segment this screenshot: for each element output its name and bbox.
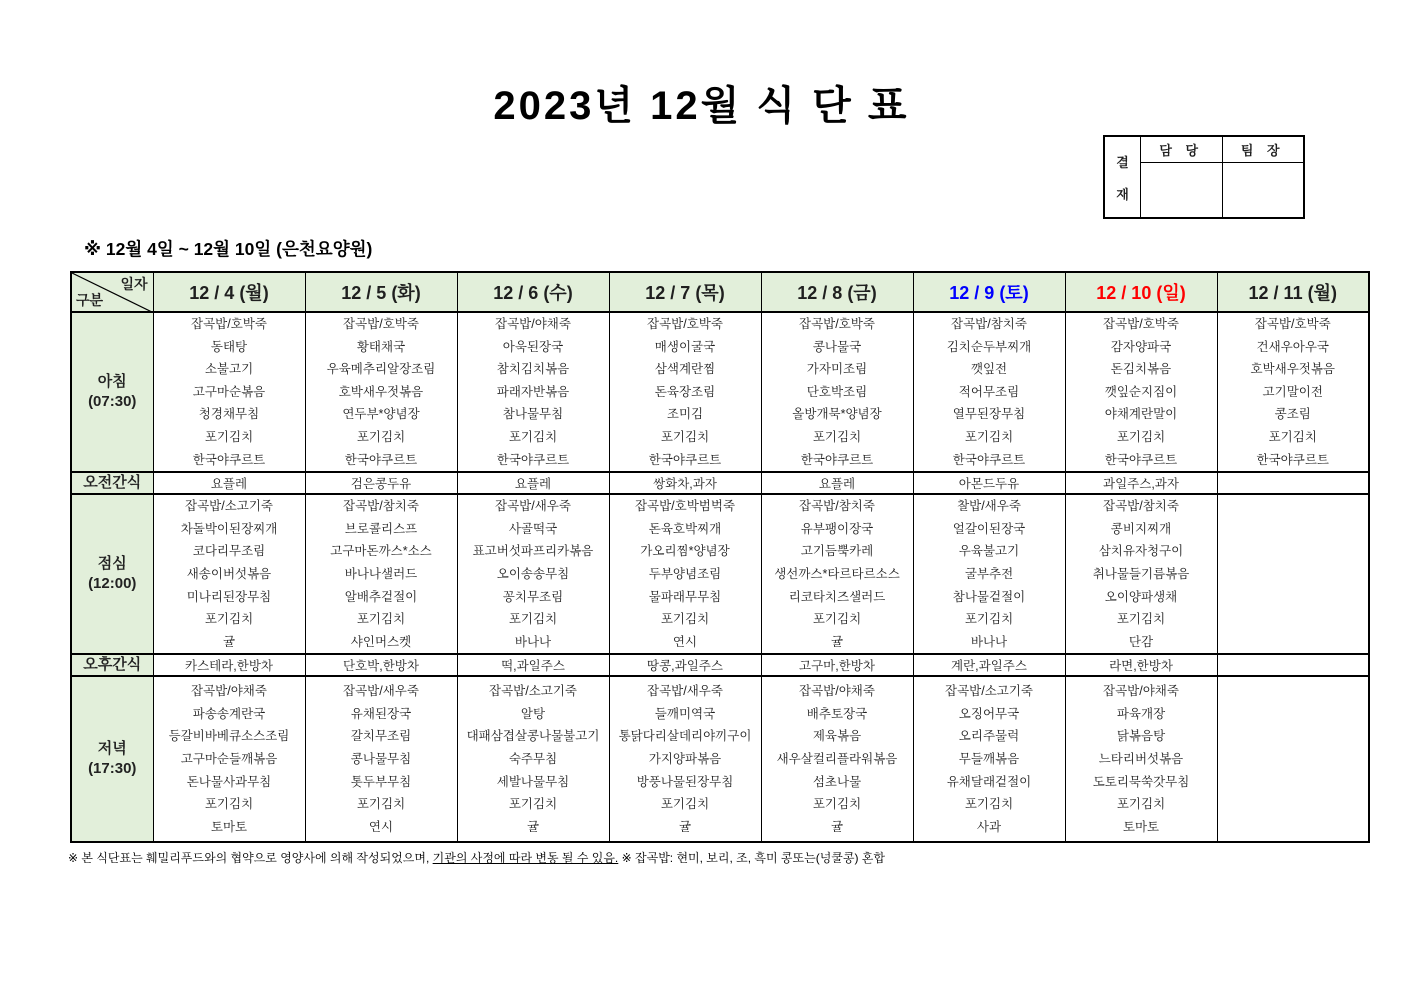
approval-row-label (1105, 137, 1141, 217)
menu-item: 콩조림 (1274, 407, 1311, 422)
menu-item: 들깨미역국 (654, 706, 716, 721)
menu-item: 브로콜리스프 (344, 521, 418, 536)
menu-item: 포기김치 (812, 429, 862, 444)
menu-item: 깻잎순지짐이 (1104, 384, 1178, 399)
menu-item: 세발나물무침 (496, 774, 570, 789)
am-snack-cell-8 (1217, 472, 1369, 494)
menu-item: 물파래무무침 (648, 589, 722, 604)
menu-item: 샤인머스켓 (350, 634, 412, 649)
menu-item: 방풍나물된장무침 (636, 774, 734, 789)
menu-item: 감자양파국 (1110, 339, 1172, 354)
dinner-row (71, 676, 1369, 842)
menu-item: 호박새우젓볶음 (1250, 362, 1336, 377)
menu-item: 동태탕 (210, 339, 248, 354)
menu-item: 잡곡밥/호박범벅죽 (634, 499, 736, 514)
column-header-4: 12 / 7 (목) (609, 272, 761, 312)
am-snack-cell-5: 요플레 (761, 472, 913, 494)
lunch-cell-1 (153, 494, 305, 654)
lunch-cell-3 (457, 494, 609, 654)
menu-item: 참나물무침 (502, 407, 564, 422)
footer-text-underlined: 기관의 사정에 따라 변동 될 수 있음. (432, 851, 619, 865)
corner-label-category: 구분 (76, 292, 104, 308)
menu-item: 새송이버섯볶음 (186, 566, 272, 581)
menu-item: 톳두부무침 (350, 774, 412, 789)
dinner-label (71, 676, 153, 842)
menu-item: 열무된장무침 (952, 407, 1026, 422)
approval-char-2: 재 (1116, 186, 1129, 202)
menu-item: 잡곡밥/호박죽 (647, 317, 723, 331)
breakfast-cell-4 (609, 312, 761, 472)
menu-item: 바나나샐러드 (344, 566, 418, 581)
menu-item: 토마토 (210, 819, 248, 834)
menu-item: 사골떡국 (508, 521, 558, 536)
menu-item: 포기김치 (964, 797, 1014, 812)
menu-item: 깻잎전 (970, 362, 1008, 377)
menu-item: 잡곡밥/참치죽 (799, 499, 875, 514)
menu-item: 잡곡밥/호박죽 (799, 317, 875, 331)
menu-item: 소불고기 (204, 362, 254, 377)
menu-item: 포기김치 (1116, 797, 1166, 812)
pm-snack-cell-4: 땅콩,과일주스 (609, 654, 761, 676)
menu-item: 야채계란말이 (1104, 407, 1178, 422)
menu-item: 삼색계란찜 (654, 362, 716, 377)
menu-item: 잡곡밥/소고기죽 (489, 684, 577, 699)
menu-item: 알배추겉절이 (344, 589, 418, 604)
lunch-cell-4 (609, 494, 761, 654)
menu-item: 포기김치 (660, 612, 710, 627)
menu-item: 황태채국 (356, 339, 406, 354)
menu-item: 잡곡밥/소고기죽 (945, 684, 1033, 699)
menu-item: 얼갈이된장국 (952, 521, 1026, 536)
menu-item: 잡곡밥/야채죽 (799, 684, 875, 699)
column-header-3: 12 / 6 (수) (457, 272, 609, 312)
column-header-2: 12 / 5 (화) (305, 272, 457, 312)
menu-item: 한국야쿠르트 (952, 452, 1026, 467)
menu-item: 귤 (830, 819, 844, 834)
menu-item: 호박새우젓볶음 (338, 384, 424, 399)
am-snack-cell-6: 아몬드두유 (913, 472, 1065, 494)
pm-snack-label: 오후간식 (71, 654, 153, 676)
menu-item: 잡곡밥/야채죽 (191, 684, 267, 699)
menu-item: 한국야쿠르트 (648, 452, 722, 467)
menu-item: 굴부추전 (964, 566, 1014, 581)
menu-item: 가오리찜*양념장 (640, 544, 730, 559)
menu-item: 포기김치 (356, 429, 406, 444)
menu-item: 토마토 (1122, 819, 1160, 834)
am-snack-label: 오전간식 (71, 472, 153, 494)
lunch-row (71, 494, 1369, 654)
menu-item: 잡곡밥/야채죽 (495, 317, 571, 331)
menu-item: 바나나 (970, 634, 1008, 649)
menu-item: 한국야쿠르트 (344, 452, 418, 467)
menu-item: 표고버섯파프리카볶음 (472, 544, 594, 559)
pm-snack-cell-3: 떡,과일주스 (457, 654, 609, 676)
pm-snack-cell-7: 라면,한방차 (1065, 654, 1217, 676)
menu-item: 오징어무국 (958, 706, 1020, 721)
menu-item: 단감 (1128, 634, 1154, 649)
menu-item: 조미김 (666, 407, 704, 422)
menu-item: 참치김치볶음 (496, 362, 570, 377)
menu-item: 연시 (672, 634, 698, 649)
row-label-text: 점심 (97, 555, 127, 573)
menu-item: 포기김치 (812, 612, 862, 627)
menu-item: 잡곡밥/호박죽 (1254, 317, 1331, 331)
menu-item: 가지양파볶음 (648, 752, 722, 767)
breakfast-cell-6 (913, 312, 1065, 472)
header-row (71, 272, 1369, 312)
menu-item: 귤 (830, 634, 844, 649)
menu-item: 포기김치 (1116, 429, 1166, 444)
corner-label-date: 일자 (120, 276, 148, 292)
period-subtitle: ※ 12월 4일 ~ 12월 10일 (은천요양원) (84, 239, 373, 259)
menu-item: 고구마순들깨볶음 (180, 752, 278, 767)
menu-item: 유부팽이장국 (800, 521, 874, 536)
menu-item: 적어무조림 (958, 384, 1020, 399)
menu-item: 한국야쿠르트 (496, 452, 570, 467)
pm-snack-row (71, 654, 1369, 676)
menu-item: 잡곡밥/참치죽 (343, 499, 419, 514)
menu-item: 청경채무침 (198, 407, 260, 422)
menu-item: 생선까스*타르타르소스 (774, 566, 900, 581)
breakfast-cell-2 (305, 312, 457, 472)
menu-item: 꽁치무조림 (502, 589, 564, 604)
menu-item: 차돌박이된장찌개 (180, 521, 278, 536)
menu-item: 한국야쿠르트 (192, 452, 266, 467)
menu-table (70, 271, 1370, 843)
page-title: 2023년 12월 식 단 표 (493, 84, 910, 128)
menu-item: 리코타치즈샐러드 (788, 589, 886, 604)
am-snack-cell-2: 검은콩두유 (305, 472, 457, 494)
menu-item: 콩비지찌개 (1110, 521, 1172, 536)
menu-item: 섬초나물 (812, 774, 862, 789)
menu-item: 참나물겉절이 (952, 589, 1026, 604)
lunch-cell-8 (1217, 494, 1369, 654)
menu-item: 포기김치 (1116, 612, 1166, 627)
menu-item: 도토리묵쑥갓무침 (1092, 774, 1190, 789)
menu-item: 귤 (678, 819, 692, 834)
menu-item: 돈육호박찌개 (648, 521, 722, 536)
menu-item: 한국야쿠르트 (1104, 452, 1178, 467)
corner-cell (71, 272, 153, 312)
pm-snack-cell-5: 고구마,한방차 (761, 654, 913, 676)
menu-item: 포기김치 (204, 612, 254, 627)
menu-item: 유채달래겉절이 (946, 774, 1032, 789)
menu-item: 삼치유자청구이 (1098, 544, 1184, 559)
menu-item: 포기김치 (356, 612, 406, 627)
menu-item: 사과 (976, 819, 1002, 834)
menu-item: 포기김치 (508, 797, 558, 812)
menu-item: 돈육장조림 (654, 384, 716, 399)
menu-item: 우육메추리알장조림 (326, 362, 436, 377)
am-snack-cell-4: 쌍화차,과자 (609, 472, 761, 494)
pm-snack-cell-6: 계란,과일주스 (913, 654, 1065, 676)
dinner-cell-8 (1217, 676, 1369, 842)
menu-item: 숙주무침 (508, 752, 558, 767)
menu-item: 매생이굴국 (654, 339, 716, 354)
menu-item: 제육볶음 (812, 729, 862, 744)
dinner-cell-7 (1065, 676, 1217, 842)
breakfast-cell-1 (153, 312, 305, 472)
pm-snack-cell-1: 카스테라,한방차 (153, 654, 305, 676)
menu-item: 포기김치 (660, 797, 710, 812)
dinner-cell-1 (153, 676, 305, 842)
menu-item: 포기김치 (812, 797, 862, 812)
approval-char-1: 결 (1116, 154, 1129, 170)
menu-item: 귤 (222, 634, 236, 649)
footer-note (68, 849, 885, 866)
menu-item: 대패삼겹살콩나물불고기 (466, 729, 600, 744)
menu-item: 파육개장 (1116, 706, 1166, 721)
breakfast-row (71, 312, 1369, 472)
menu-item: 한국야쿠르트 (800, 452, 874, 467)
pm-snack-cell-8 (1217, 654, 1369, 676)
menu-item: 고기듬뿍카레 (800, 544, 874, 559)
menu-item: 오리주물럭 (958, 729, 1020, 744)
am-snack-cell-3: 요플레 (457, 472, 609, 494)
menu-item: 단호박조림 (806, 384, 868, 399)
menu-item: 파래자반볶음 (496, 384, 570, 399)
menu-item: 잡곡밥/호박죽 (191, 317, 267, 331)
lunch-cell-2 (305, 494, 457, 654)
approval-sign-manager (1141, 163, 1222, 217)
approval-head-teamlead: 팀 장 (1223, 137, 1304, 163)
menu-item: 건새우아우국 (1256, 339, 1329, 354)
column-header-7: 12 / 10 (일) (1065, 272, 1217, 312)
lunch-cell-6 (913, 494, 1065, 654)
menu-item: 알탕 (520, 706, 546, 721)
approval-box (1103, 135, 1305, 219)
breakfast-cell-8 (1217, 312, 1369, 472)
menu-item: 고구마돈까스*소스 (330, 544, 432, 559)
menu-item: 포기김치 (204, 429, 254, 444)
breakfast-cell-3 (457, 312, 609, 472)
row-label-time: (12:00) (88, 575, 137, 593)
menu-item: 등갈비바베큐소스조림 (168, 729, 290, 744)
column-header-8: 12 / 11 (월) (1217, 272, 1369, 312)
menu-item: 돈김치볶음 (1110, 362, 1172, 377)
menu-item: 잡곡밥/새우죽 (343, 684, 419, 699)
menu-item: 찰밥/새우죽 (957, 499, 1021, 514)
menu-item: 연시 (368, 819, 394, 834)
dinner-cell-2 (305, 676, 457, 842)
dinner-cell-5 (761, 676, 913, 842)
approval-col-manager (1141, 137, 1222, 217)
dinner-cell-6 (913, 676, 1065, 842)
menu-item: 고구마순볶음 (192, 384, 266, 399)
menu-item: 미나리된장무침 (186, 589, 272, 604)
column-header-6: 12 / 9 (토) (913, 272, 1065, 312)
menu-item: 바나나 (514, 634, 552, 649)
menu-item: 잡곡밥/새우죽 (495, 499, 571, 514)
menu-item: 취나물들기름볶음 (1092, 566, 1190, 581)
menu-item: 파송송계란국 (192, 706, 266, 721)
menu-item: 콩나물국 (812, 339, 862, 354)
menu-item: 오이양파생채 (1104, 589, 1178, 604)
menu-item: 잡곡밥/야채죽 (1103, 684, 1179, 699)
menu-item: 유채된장국 (350, 706, 412, 721)
menu-item: 우육불고기 (958, 544, 1020, 559)
lunch-label (71, 494, 153, 654)
menu-item: 한국야쿠르트 (1256, 452, 1329, 467)
dinner-cell-4 (609, 676, 761, 842)
footer-text-1: ※ 본 식단표는 훼밀리푸드와의 협약으로 영양사에 의해 작성되었으며, (68, 851, 433, 865)
menu-item: 새우살컬리플라워볶음 (776, 752, 898, 767)
dinner-cell-3 (457, 676, 609, 842)
menu-item: 잡곡밥/참치죽 (951, 317, 1027, 331)
menu-item: 두부양념조림 (648, 566, 722, 581)
menu-item: 포기김치 (508, 429, 558, 444)
menu-item: 포기김치 (660, 429, 710, 444)
lunch-cell-5 (761, 494, 913, 654)
approval-col-teamlead (1222, 137, 1304, 217)
menu-item: 돈나물사과무침 (186, 774, 272, 789)
footer-text-2: ※ 잡곡밥: 현미, 보리, 조, 흑미 콩또는(넝쿨콩) 혼합 (618, 851, 885, 865)
menu-item: 포기김치 (964, 429, 1014, 444)
menu-item: 잡곡밥/새우죽 (647, 684, 723, 699)
menu-item: 잡곡밥/호박죽 (343, 317, 419, 331)
approval-head-manager: 담 당 (1141, 137, 1222, 163)
menu-item: 잡곡밥/소고기죽 (185, 499, 273, 514)
am-snack-cell-1: 요플레 (153, 472, 305, 494)
am-snack-row (71, 472, 1369, 494)
menu-item: 가자미조림 (806, 362, 868, 377)
row-label-text: 아침 (97, 373, 127, 391)
menu-item: 코다리무조림 (192, 544, 266, 559)
breakfast-label (71, 312, 153, 472)
menu-item: 느타리버섯볶음 (1098, 752, 1184, 767)
row-label-text: 저녁 (97, 740, 127, 758)
menu-item: 포기김치 (204, 797, 254, 812)
menu-item: 콩나물무침 (350, 752, 412, 767)
menu-item: 귤 (526, 819, 540, 834)
menu-item: 포기김치 (508, 612, 558, 627)
menu-item: 아욱된장국 (502, 339, 564, 354)
menu-item: 닭볶음탕 (1116, 729, 1166, 744)
menu-item: 배추토장국 (806, 706, 868, 721)
menu-item: 통닭다리살데리야끼구이 (618, 729, 752, 744)
row-label-time: (17:30) (88, 760, 137, 778)
row-label-time: (07:30) (88, 393, 137, 411)
menu-item: 김치순두부찌개 (946, 339, 1032, 354)
pm-snack-cell-2: 단호박,한방차 (305, 654, 457, 676)
menu-item: 오이송송무침 (496, 566, 570, 581)
menu-item: 포기김치 (1268, 429, 1317, 444)
breakfast-cell-7 (1065, 312, 1217, 472)
menu-item: 고기말이전 (1262, 384, 1323, 399)
am-snack-cell-7: 과일주스,과자 (1065, 472, 1217, 494)
menu-item: 올방개묵*양념장 (792, 407, 882, 422)
approval-sign-teamlead (1223, 163, 1304, 217)
menu-item: 잡곡밥/참치죽 (1103, 499, 1179, 514)
menu-item: 포기김치 (356, 797, 406, 812)
menu-item: 포기김치 (964, 612, 1014, 627)
menu-item: 연두부*양념장 (342, 407, 420, 422)
breakfast-cell-5 (761, 312, 913, 472)
column-header-5: 12 / 8 (금) (761, 272, 913, 312)
menu-item: 무들깨볶음 (958, 752, 1020, 767)
column-header-1: 12 / 4 (월) (153, 272, 305, 312)
menu-item: 갈치무조림 (350, 729, 412, 744)
menu-item: 잡곡밥/호박죽 (1103, 317, 1179, 331)
lunch-cell-7 (1065, 494, 1217, 654)
